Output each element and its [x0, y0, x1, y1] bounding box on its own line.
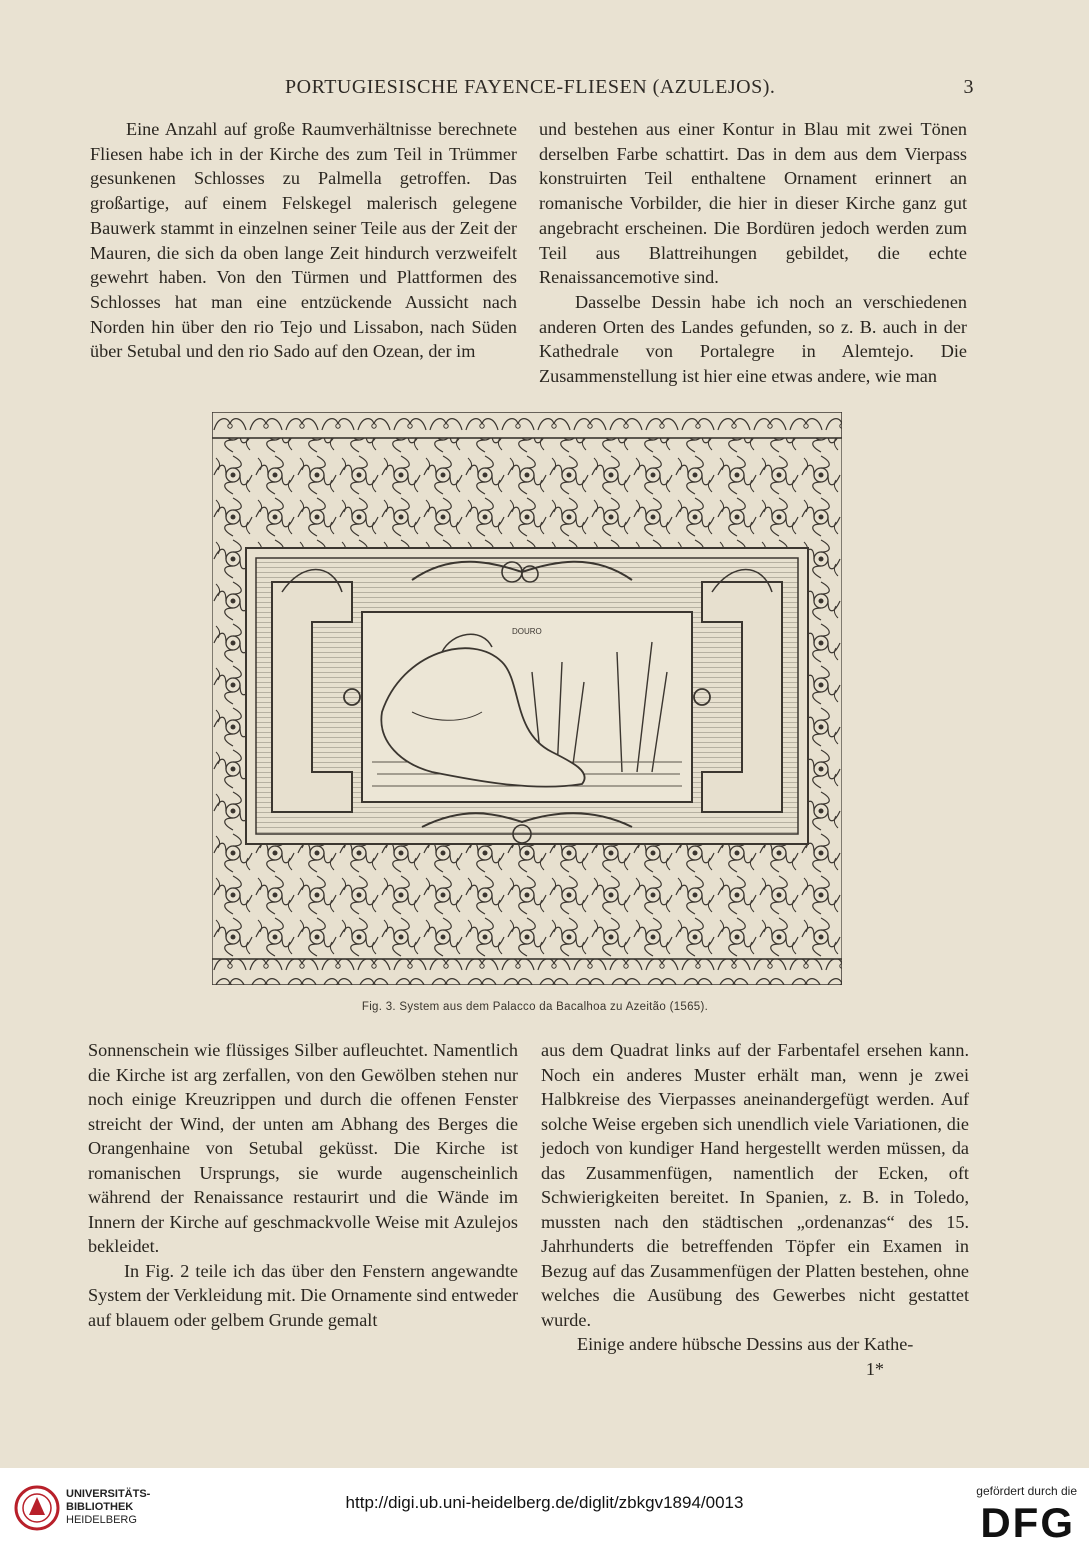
- column-top-right: [539, 117, 967, 389]
- azulejo-illustration: [212, 412, 842, 985]
- paragraph: und bestehen aus einer Kontur in Blau mit zwei Tönen derselben Farbe schattirt. Das in dem aus dem Vierpass konstruirten Teil enthaltene Ornament erinnert an romanische Vorbilder, die hier in dieser Kirche ganz gut angebracht erscheinen. Die Bordüren jedoch werden zum Teil aus Blattreihungen gebildet, die echte Renaissancemotive sind.: [539, 119, 967, 288]
- column-top-left: [90, 117, 517, 364]
- running-title: PORTUGIESISCHE FAYENCE-FLIESEN (AZULEJOS).: [285, 76, 776, 98]
- paragraph: Sonnenschein wie flüssiges Silber aufleuchtet. Namentlich die Kirche ist arg zerfallen, von den Gewölben stehen nur noch einige Kreuzrippen und durch die offenen Fenster streicht der Wind, der unten am Abhang des Berges die Orangenhaine von Setubal geküsst. Die Kirche ist romanischen Ursprungs, sie wurde augenscheinlich während der Renaissance restaurirt und die Wände im Innern der Kirche auf geschmackvolle Weise mit Azulejos bekleidet.: [88, 1040, 518, 1256]
- engraving-inscription: DOURO: [512, 627, 542, 636]
- paragraph: Dasselbe Dessin habe ich noch an verschiedenen anderen Orten des Landes gefunden, so z. B. auch in der Kathedrale von Portalegre in Alemtejo. Die Zusammenstellung ist hier eine etwas andere, wie man: [539, 291, 967, 387]
- funding-note: gefördert durch die: [976, 1484, 1077, 1498]
- paragraph: Eine Anzahl auf große Raumverhältnisse berechnete Fliesen habe ich in der Kirche des zum Teil in Trümmer gesunkenen Schlosses zu Palmella getroffen. Das großartige, auf einem Felskegel malerisch gelegene Bauwerk stammt in einzelnen seiner Teile aus der Zeit der Mauren, die sich da oben lange Zeit hindurch verzweifelt gewehrt haben. Von den Türmen und Plattformen des Schlosses hat man eine entzückende Aussicht nach Norden hin über den rio Tejo und Lissabon, nach Süden über Setubal und den rio Sado auf den Ozean, der im: [90, 119, 517, 362]
- column-bottom-right: [541, 1038, 969, 1381]
- signature-mark: 1*: [865, 1358, 884, 1379]
- dfg-logo: DFG: [980, 1499, 1075, 1546]
- digitization-footer: [0, 1468, 1089, 1548]
- permalink-url[interactable]: http://digi.ub.uni-heidelberg.de/diglit/zbkgv1894/0013: [345, 1493, 744, 1512]
- paragraph: aus dem Quadrat links auf der Farbentafel ersehen kann. Noch ein anderes Muster erhält man, wenn je zwei Halbkreise des Vierpasses aneinandergefügt werden. Auf solche Weise ergeben sich unendlich viele Variationen, die jedoch von kundiger Hand hergestellt werden müssen, da das Zusammenfügen, namentlich der Ecken, oft Schwierigkeiten bereitet. In Spanien, z. B. in Toledo, mussten nach den städtischen „ordenanzas“ des 15. Jahrhunderts die betreffenden Töpfer ein Examen in Bezug auf das Zusammenfügen der Platten bestehen, ohne welches die Ausübung des Gewerbes nicht gestattet wurde.: [541, 1040, 969, 1330]
- library-name-line3: HEIDELBERG: [66, 1514, 137, 1526]
- paragraph: Einige andere hübsche Dessins aus der Kathe-: [577, 1334, 914, 1354]
- page-number: 3: [963, 76, 974, 98]
- paragraph: In Fig. 2 teile ich das über den Fenstern angewandte System der Verkleidung mit. Die Ornamente sind entweder auf blauem oder gelbem Grunde gemalt: [88, 1260, 518, 1330]
- tile-engraving-figure: [212, 412, 842, 985]
- figure-caption: Fig. 3. System aus dem Palacco da Bacalhoa zu Azeitão (1565).: [361, 1001, 709, 1013]
- library-name-line1: UNIVERSITÄTS-: [66, 1488, 151, 1500]
- library-name-line2: BIBLIOTHEK: [66, 1501, 134, 1513]
- column-bottom-left: [88, 1038, 518, 1332]
